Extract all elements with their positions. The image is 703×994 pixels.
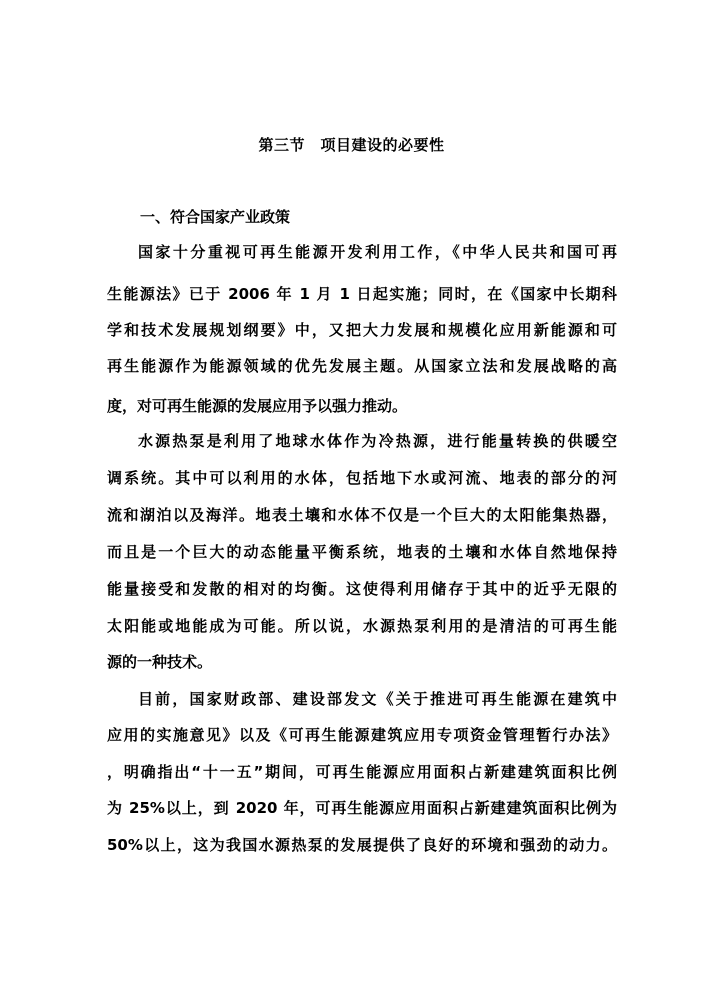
paragraph-2-line-7: 源的一种技术。 (107, 653, 213, 671)
paragraph-2-line-4: 而且是一个巨大的动态能量平衡系统，地表的土壤和水体自然地保持 (107, 543, 617, 561)
paragraph-1-line-3: 学和技术发展规划纲要》中，又把大力发展和规模化应用新能源和可 (107, 321, 617, 339)
paragraph-3-line-3: ，明确指出“十一五”期间，可再生能源应用面积占新建建筑面积比例 (107, 763, 617, 781)
paragraph-2-line-1: 水源热泵是利用了地球水体作为冷热源，进行能量转换的供暖空 (138, 432, 617, 450)
paragraph-1-line-4: 再生能源作为能源领域的优先发展主题。从国家立法和发展战略的高 (107, 357, 617, 375)
paragraph-1-line-1: 国家十分重视可再生能源开发利用工作，《中华人民共和国可再 (138, 243, 617, 261)
subheading: 一、符合国家产业政策 (140, 208, 291, 226)
section-title: 第三节 项目建设的必要性 (258, 136, 445, 154)
paragraph-1-line-2: 生能源法》已于 2006 年 1 月 1 日起实施；同时，在《国家中长期科 (107, 285, 617, 303)
paragraph-1-line-5: 度，对可再生能源的发展应用予以强力推动。 (107, 397, 408, 415)
paragraph-2-line-6: 太阳能或地能成为可能。所以说，水源热泵利用的是清洁的可再生能 (107, 617, 617, 635)
paragraph-3-line-2: 应用的实施意见》以及《可再生能源建筑应用专项资金管理暂行办法》 (107, 726, 617, 744)
paragraph-2-line-5: 能量接受和发散的相对的均衡。这使得利用储存于其中的近乎无限的 (107, 580, 617, 598)
paragraph-2-line-3: 流和湖泊以及海洋。地表土壤和水体不仅是一个巨大的太阳能集热器， (107, 506, 617, 524)
paragraph-3-line-4: 为 25%以上，到 2020 年，可再生能源应用面积占新建建筑面积比例为 (107, 799, 617, 817)
paragraph-2-line-2: 调系统。其中可以利用的水体，包括地下水或河流、地表的部分的河 (107, 469, 617, 487)
paragraph-3-line-1: 目前，国家财政部、建设部发文《关于推进可再生能源在建筑中 (138, 690, 617, 708)
paragraph-3-line-5: 50%以上，这为我国水源热泵的发展提供了良好的环境和强劲的动力。 (107, 836, 617, 854)
